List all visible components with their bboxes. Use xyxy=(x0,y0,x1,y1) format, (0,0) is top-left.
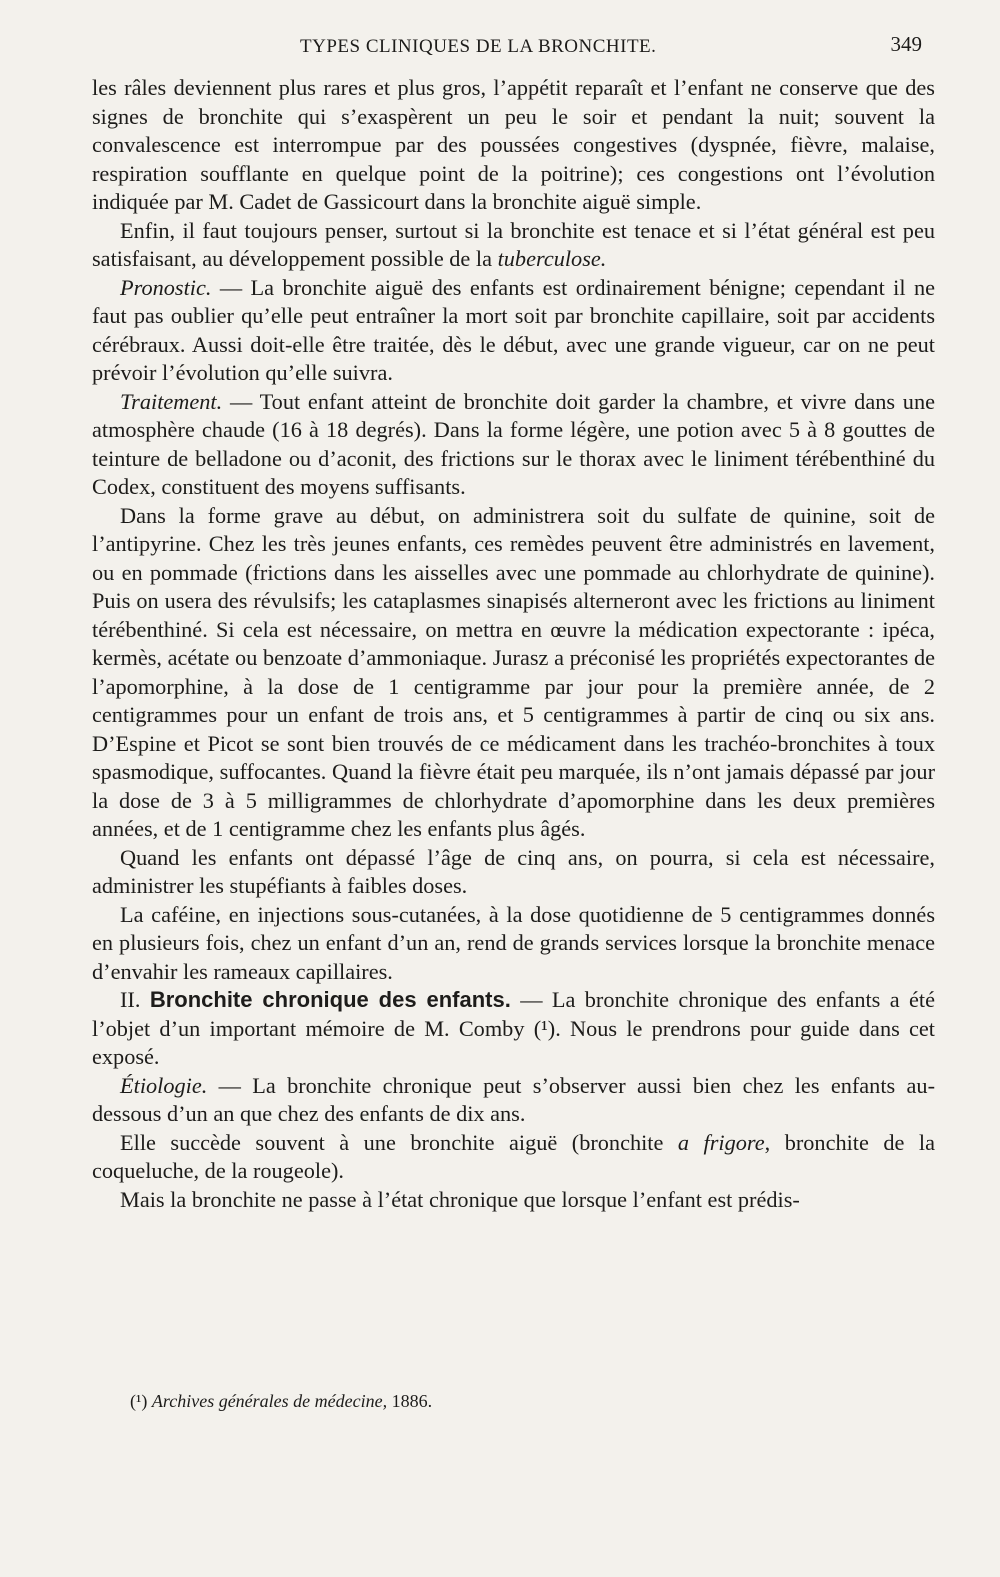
running-header xyxy=(0,32,1000,66)
section-label-pronostic: Pronostic. xyxy=(120,274,212,300)
paragraph-stupefiants: Quand les enfants ont dépassé l’âge de cinq ans, on pourra, si cela est nécessaire, administrer les stupéfiants à faibles doses. xyxy=(92,844,935,898)
footnote-source: Archives générales de médecine, xyxy=(151,1391,388,1411)
section-label-etiologie: Étiologie. xyxy=(120,1072,208,1098)
paragraph-traitement xyxy=(92,388,935,502)
footnote xyxy=(130,1391,432,1412)
paragraph-pronostic xyxy=(92,274,935,388)
paragraph-text: Enfin, il faut toujours penser, surtout si la bronchite est tenace et si l’état général est peu satisfaisant, au développement possible de la xyxy=(92,217,935,271)
paragraph-cafeine: La caféine, en injections sous-cutanées, à la dose quotidienne de 5 centigrammes donnés en plusieurs fois, chez un enfant d’un an, rend de grands services lorsque la bronchite menace d’envahir les rameaux capillaires. xyxy=(92,901,935,984)
paragraph-continuation: les râles deviennent plus rares et plus gros, l’appétit reparaît et l’enfant ne conserve que des signes de bronchite qui s’exaspèrent un peu le soir et pendant la nuit; souvent la convalescence est interrompue par des poussées congestives (dyspnée, fièvre, malaise, respiration soufflante en quelque point de la poitrine); ces congestions ont l’évolution indiquée par M. Cadet de Gassicourt dans la bronchite aiguë simple. xyxy=(92,75,935,214)
footnote-year: 1886. xyxy=(387,1391,433,1411)
paragraph-text: — La bronchite aiguë des enfants est ordinairement bénigne; cependant il ne faut pas oublier qu’elle peut entraîner la mort soit par bronchite capillaire, soit par accidents cérébraux. Aussi doit-elle être traitée, dès le début, avec une grande vigueur, car on ne peut prévoir l’évolution qu’elle suivra. xyxy=(92,274,935,385)
running-title: TYPES CLINIQUES DE LA BRONCHITE. xyxy=(300,36,657,57)
body-text xyxy=(92,74,935,1214)
paragraph-predispose: Mais la bronchite ne passe à l’état chronique que lorsque l’enfant est prédis- xyxy=(120,1186,800,1212)
paragraph-succede xyxy=(92,1129,935,1186)
paragraph-tuberculose xyxy=(92,217,935,274)
paragraph-text: — La bronchite chronique peut s’observer aussi bien chez les enfants au-dessous d’un an que chez des enfants de dix ans. xyxy=(92,1072,935,1126)
paragraph-bronchite-chronique xyxy=(92,986,935,1072)
paragraph-forme-grave: Dans la forme grave au début, on administrera soit du sulfate de quinine, soit de l’antipyrine. Chez les très jeunes enfants, ces remèdes peuvent être administrés en lavement, ou en pommade (frictions dans les aisselles avec une pommade au chlorhydrate de quinine). Puis on usera des révulsifs; les cataplasmes sinapisés alterneront avec les frictions au liniment térébenthiné. Si cela est nécessaire, on mettra en œuvre la médication expectorante : ipéca, kermès, acétate ou benzoate d’ammoniaque. Jurasz a préconisé les propriétés expectorantes de l’apomorphine, à la dose de 1 centigramme par jour pour la première année, de 2 centigrammes pour un enfant de trois ans, et 5 centigrammes à partir de cinq ou six ans. D’Espine et Picot se sont bien trouvés de ce médicament dans les trachéo-bronchites à toux spasmodique, suffocantes. Quand la fièvre était peu marquée, ils n’ont jamais dépassé par jour la dose de 3 à 5 milligrammes de chlorhydrate d’apomorphine dans les deux premières années, et de 1 centigramme chez les enfants plus âgés. xyxy=(92,502,935,841)
section-number: II. xyxy=(120,987,150,1012)
italic-term: a frigore xyxy=(677,1129,765,1155)
paragraph-text: — Tout enfant atteint de bronchite doit garder la chambre, et vivre dans une atmosphère chaude (16 à 18 degrés). Dans la forme légère, une potion avec 5 à 8 gouttes de teinture de belladone ou d’aconit, des frictions sur le thorax avec le liniment térébenthiné du Codex, constituent des moyens suffisants. xyxy=(92,388,935,499)
paragraph-etiologie xyxy=(92,1072,935,1129)
section-heading: Bronchite chronique des enfants. xyxy=(149,987,511,1012)
paragraph-text: , bronchite de la coqueluche, de la rougeole). xyxy=(92,1129,935,1183)
page-number: 349 xyxy=(890,32,922,56)
paragraph-text: — La bronchite chronique des enfants a été l’objet d’un important mémoire de M. Comby (¹). Nous le prendrons pour guide dans cet exposé. xyxy=(92,987,936,1069)
section-label-traitement: Traitement. xyxy=(120,388,223,414)
paragraph-text: Elle succède souvent à une bronchite aiguë (bronchite xyxy=(120,1129,678,1155)
italic-term: tuberculose. xyxy=(497,246,607,271)
footnote-marker: (¹) xyxy=(130,1391,152,1411)
